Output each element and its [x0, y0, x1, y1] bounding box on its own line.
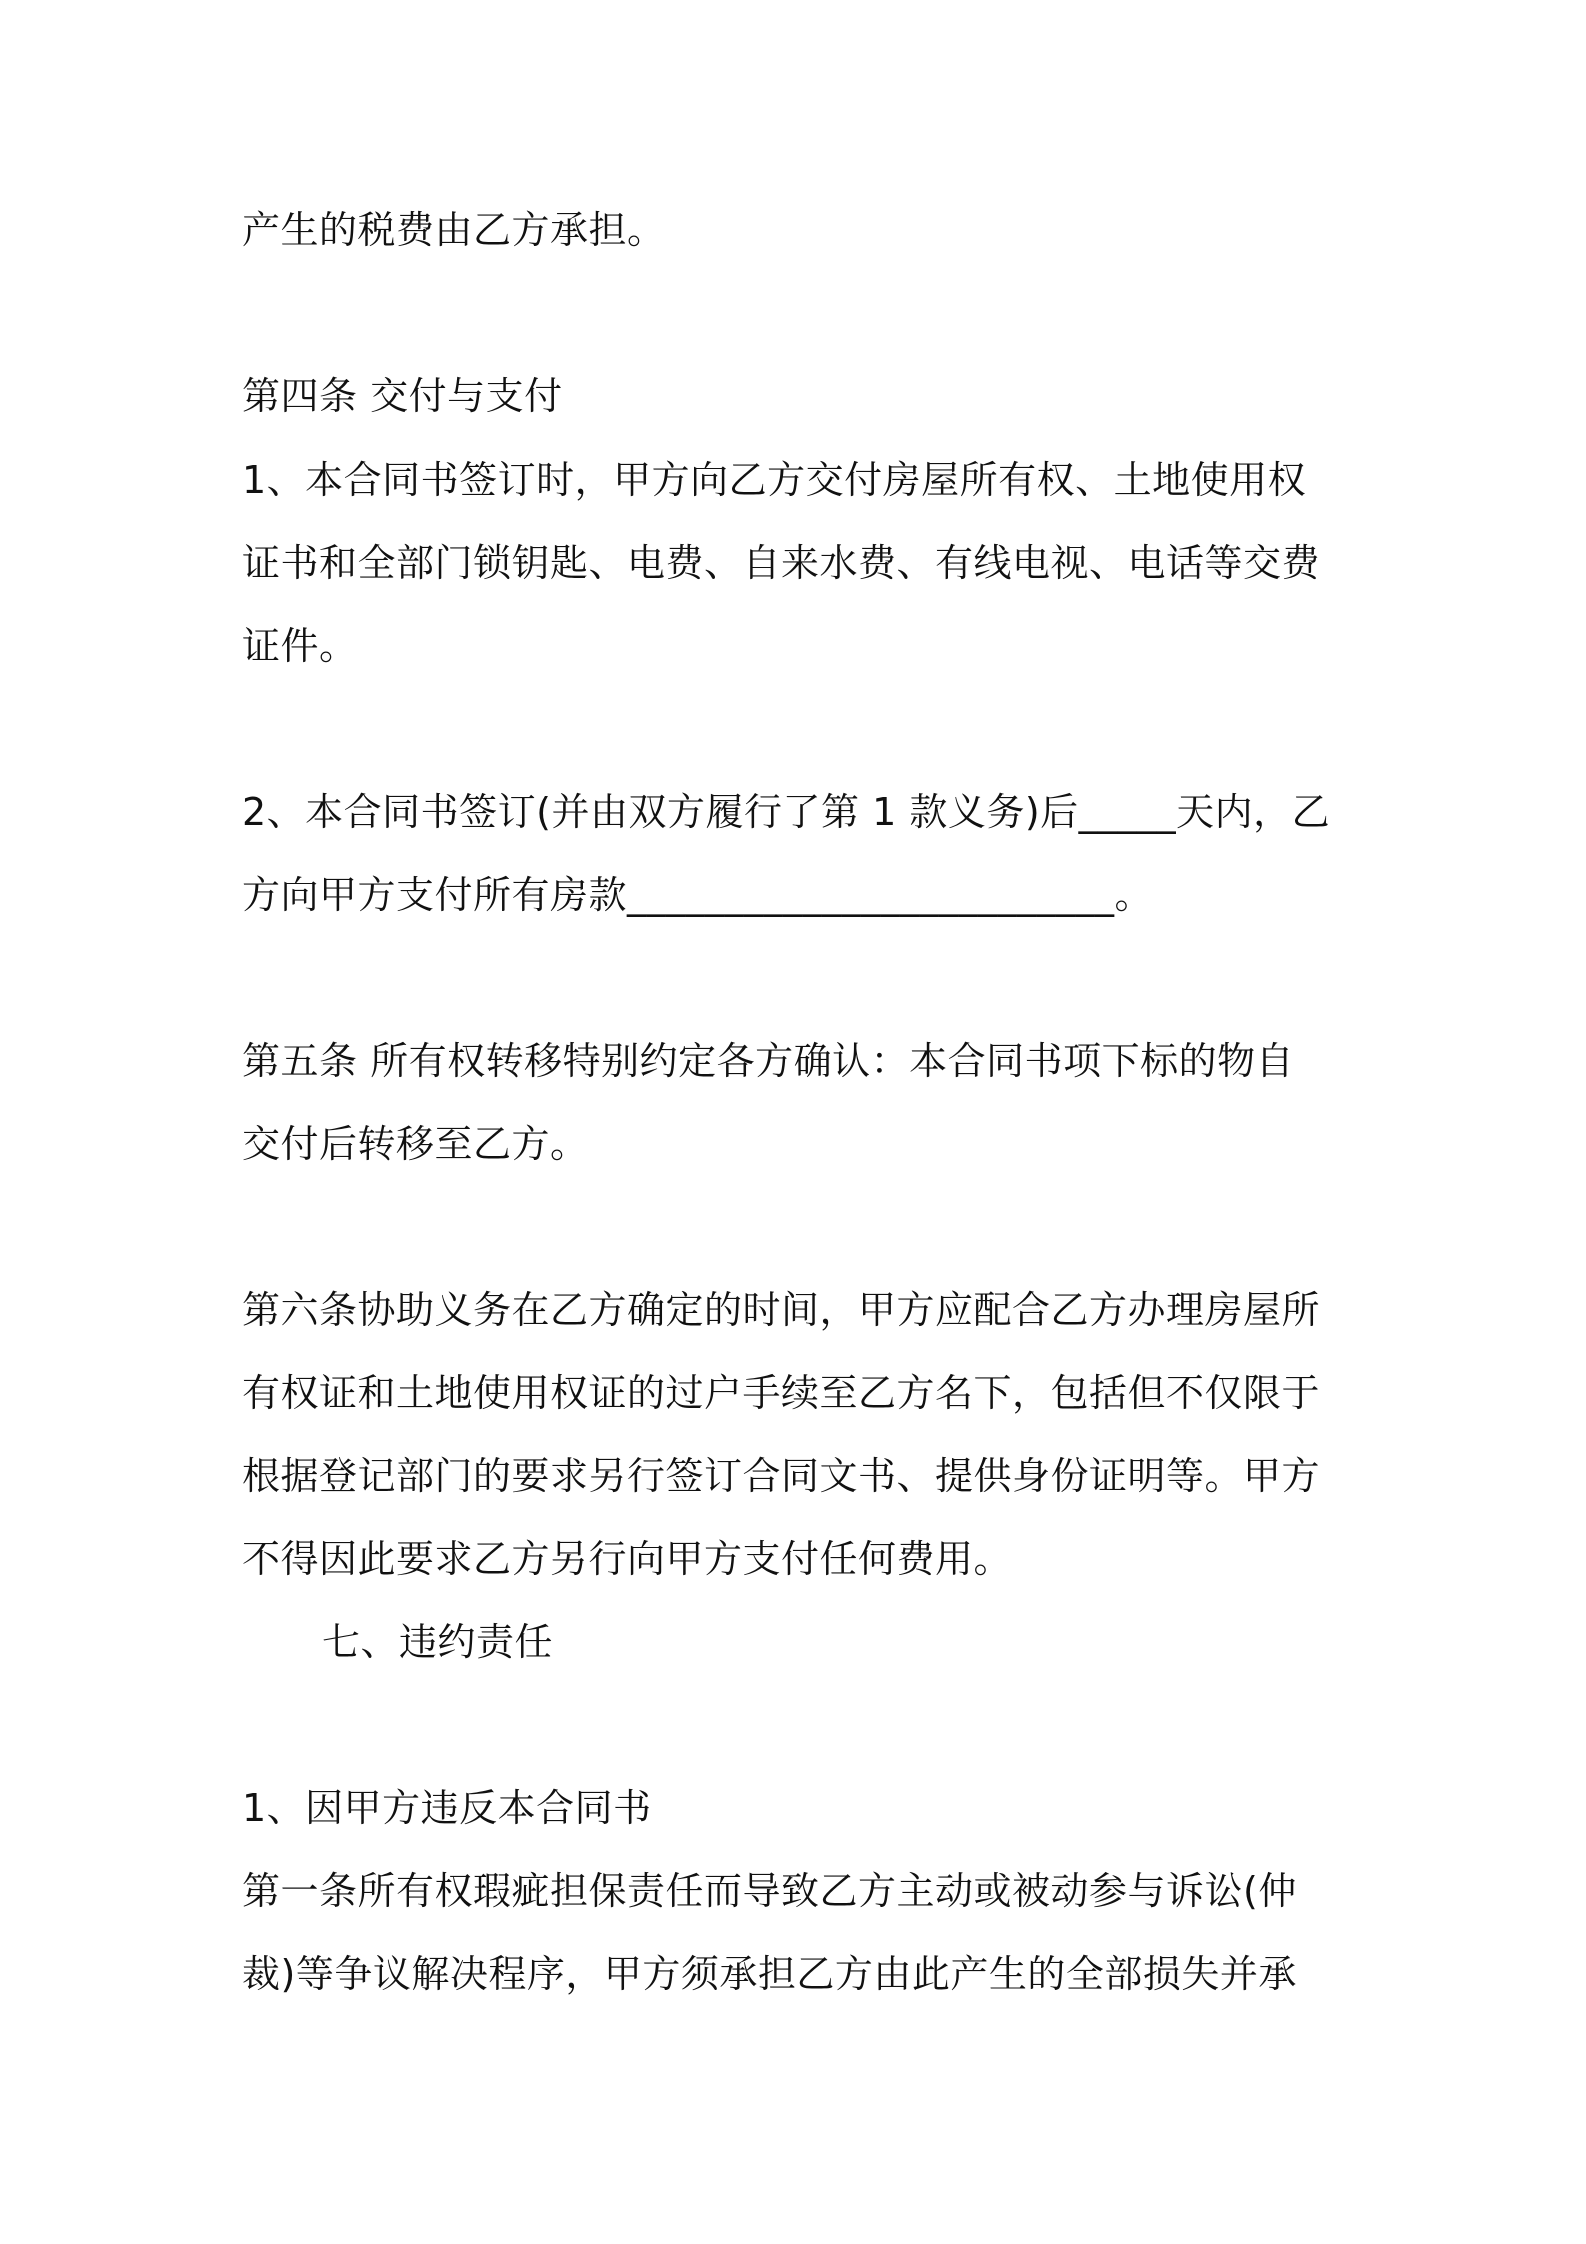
paragraph-line: 产生的税费由乙方承担。 [242, 208, 666, 252]
paragraph-line: 有权证和土地使用权证的过户手续至乙方名下，包括但不仅限于 [242, 1371, 1321, 1415]
section-heading: 七、违约责任 [322, 1620, 554, 1664]
paragraph-line: 1、因甲方违反本合同书 [242, 1786, 652, 1830]
paragraph-line: 不得因此要求乙方另行向甲方支付任何费用。 [242, 1537, 1013, 1581]
article-heading: 第五条 所有权转移特别约定各方确认：本合同书项下标的物自 [242, 1039, 1295, 1083]
paragraph-line: 第六条协助义务在乙方确定的时间，甲方应配合乙方办理房屋所 [242, 1288, 1321, 1332]
paragraph-line: 根据登记部门的要求另行签订合同文书、提供身份证明等。甲方 [242, 1454, 1321, 1498]
paragraph-line: 方向甲方支付所有房款_________________________。 [242, 873, 1154, 917]
paragraph-line: 第一条所有权瑕疵担保责任而导致乙方主动或被动参与诉讼(仲 [242, 1869, 1297, 1913]
paragraph-line: 1、本合同书签订时，甲方向乙方交付房屋所有权、土地使用权 [242, 458, 1307, 502]
paragraph-line: 裁)等争议解决程序，甲方须承担乙方由此产生的全部损失并承 [242, 1952, 1297, 1996]
article-heading: 第四条 交付与支付 [242, 374, 563, 418]
paragraph-line: 2、本合同书签订(并由双方履行了第 1 款义务)后_____天内，乙 [242, 790, 1331, 834]
paragraph-line: 证件。 [242, 624, 358, 668]
paragraph-line: 证书和全部门锁钥匙、电费、自来水费、有线电视、电话等交费 [242, 541, 1321, 585]
paragraph-line: 交付后转移至乙方。 [242, 1122, 589, 1166]
